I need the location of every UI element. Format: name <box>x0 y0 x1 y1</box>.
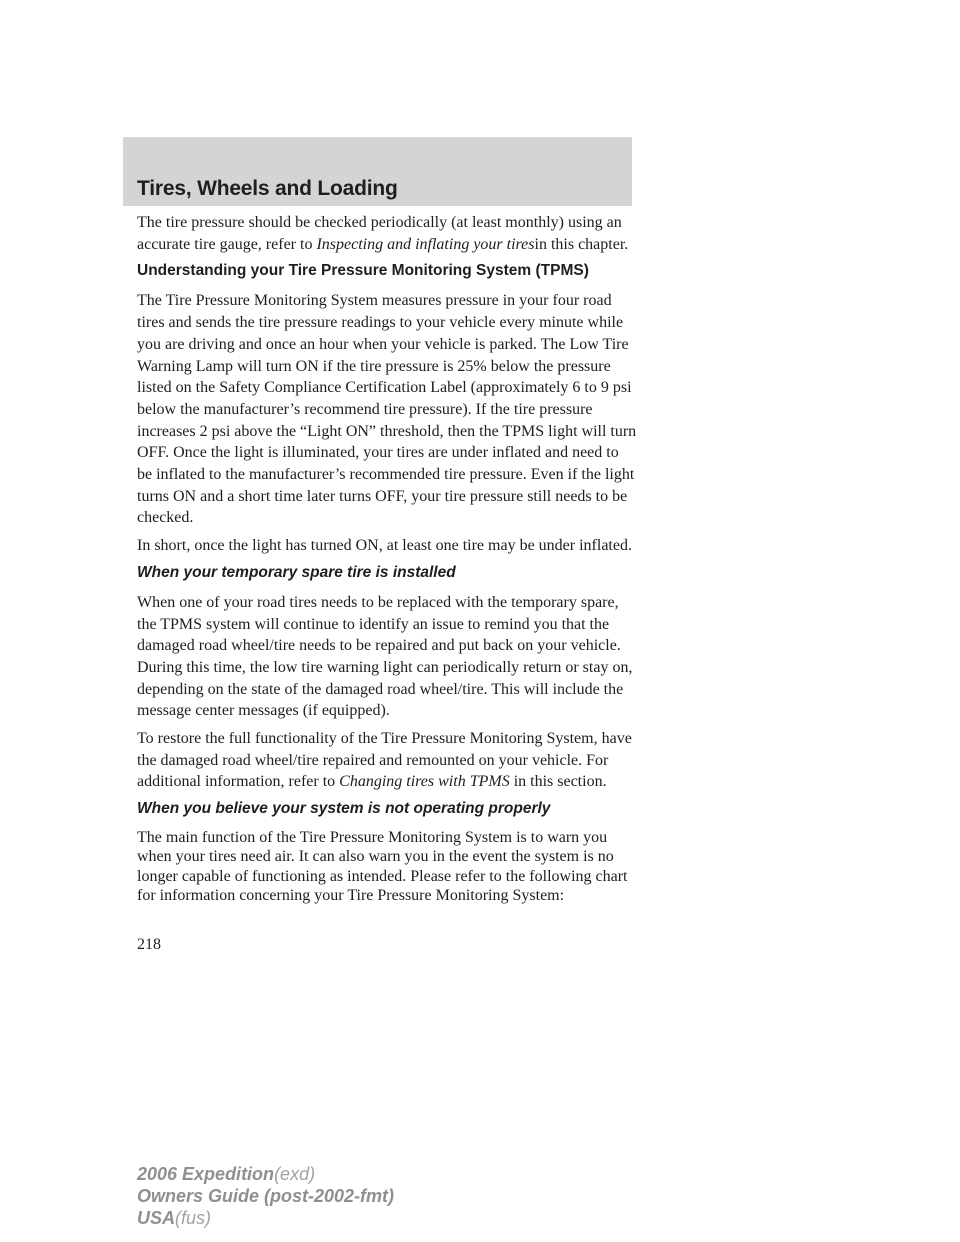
footer-line-2 <box>137 1185 394 1207</box>
tpms-paragraph-2: In short, once the light has turned ON, at least one tire may be under inflated. <box>137 537 632 555</box>
footer-guide: Owners Guide (post-2002-fmt) <box>137 1186 395 1206</box>
spare-text-before: To restore the full functionality of the Tire Pressure Monitoring System, have the damaged road wheel/tire repaired and remounted on your vehicle. For additional information, refer to <box>137 730 632 791</box>
page-body <box>137 212 637 911</box>
intro-text-after: in this chapter. <box>534 235 629 253</box>
tpms-heading: Understanding your Tire Pressure Monitoring System (TPMS) <box>137 262 589 280</box>
footer-market: USA <box>137 1208 176 1228</box>
spare-tire-paragraph-2 <box>137 728 637 793</box>
spare-cross-reference: Changing tires with TPMS <box>339 773 510 791</box>
not-operating-heading: When you believe your system is not operating properly <box>137 800 551 818</box>
footer-model-code: (exd) <box>274 1164 316 1184</box>
section-title: Tires, Wheels and Loading <box>137 177 398 200</box>
section-header-band <box>123 137 632 206</box>
tpms-paragraph-1: The Tire Pressure Monitoring System measures pressure in your four road tires and sends the tire pressure readings to your vehicle every minute while you are driving and once an hour when your vehicle is parked. The Low Tire Warning Lamp will turn ON if the tire pressure is 25% below the pressure listed on the Safety Compliance Certification Label (approximately 6 to 9 psi below the manufacturer’s recommend tire pressure). If the tire pressure increases 2 psi above the “Light ON” threshold, then the TPMS light will turn OFF. Once the light is illuminated, your tires are under inflated and need to be inflated to the manufacturer’s recommended tire pressure. Even if the light turns ON and a short time later turns OFF, your tire pressure still needs to be checked. <box>137 292 637 527</box>
intro-text-before: The tire pressure should be checked periodically (at least monthly) using an accurate tire gauge, refer to <box>137 214 622 253</box>
spare-tire-paragraph-1: When one of your road tires needs to be replaced with the temporary spare, the TPMS system will continue to identify an issue to remind you that the damaged road wheel/tire needs to be repaired and put back on your vehicle. During this time, the low tire warning light can periodically return or stay on, depending on the state of the damaged road wheel/tire. This will include the message center messages (if equipped). <box>137 593 633 720</box>
not-operating-paragraph: The main function of the Tire Pressure Monitoring System is to warn you when your tires need air. It can also warn you in the event the system is no longer capable of functioning as intended. Please refer to the following chart for information concerning your Tire Pressure Monitoring System: <box>137 829 628 905</box>
footer-line-3 <box>137 1207 394 1229</box>
intro-cross-reference: Inspecting and inflating your tires <box>316 235 535 253</box>
intro-paragraph <box>137 212 637 255</box>
footer-line-1 <box>137 1163 394 1185</box>
spare-text-after: in this section. <box>509 773 607 791</box>
spare-tire-heading: When your temporary spare tire is installed <box>137 563 456 581</box>
document-footer <box>137 1163 394 1229</box>
footer-model: 2006 Expedition <box>137 1164 275 1184</box>
page-number: 218 <box>137 936 161 953</box>
footer-market-code: (fus) <box>175 1208 212 1228</box>
